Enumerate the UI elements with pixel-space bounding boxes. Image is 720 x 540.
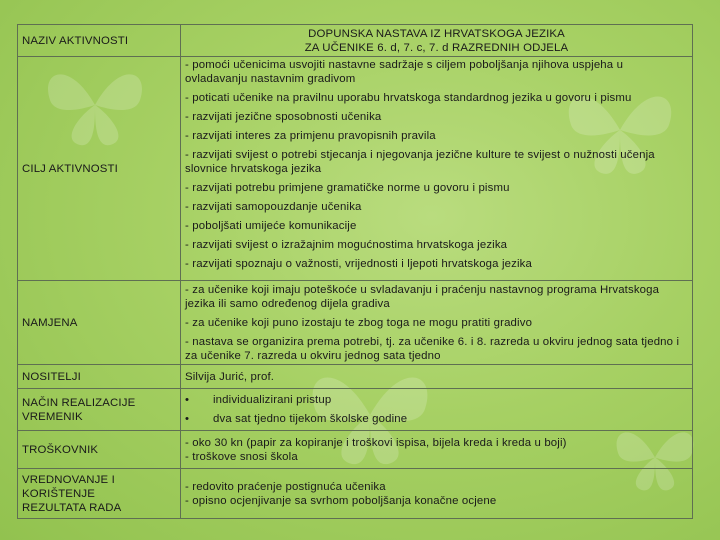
title-line: ZA UČENIKE 6. d, 7. c, 7. d RAZREDNIH ODJELA <box>304 41 569 54</box>
row-label-cilj: CILJ AKTIVNOSTI <box>18 57 181 281</box>
list-item: - opisno ocjenjivanje sa svrhom poboljšanja konačne ocjene <box>185 494 497 507</box>
table-row <box>18 281 693 365</box>
list-item: - poboljšati umijeće komunikacije <box>185 220 357 232</box>
row-label-naziv: NAZIV AKTIVNOSTI <box>18 25 181 57</box>
namjena-content <box>181 281 693 365</box>
row-label-nositelji: NOSITELJI <box>18 365 181 389</box>
table-row <box>18 25 693 57</box>
list-item: - troškove snosi škola <box>185 450 298 463</box>
label-line: VREDNOVANJE I <box>22 473 115 486</box>
activity-title <box>181 25 693 57</box>
bullet-icon: • <box>185 413 190 425</box>
list-item: - redovito praćenje postignuća učenika <box>185 480 386 493</box>
list-item: - razvijati samopouzdanje učenika <box>185 201 362 213</box>
troskovnik-content <box>181 431 693 469</box>
nositelji-value: Silvija Jurić, prof. <box>181 365 693 389</box>
nacin-content <box>181 389 693 431</box>
list-item: - oko 30 kn (papir za kopiranje i troškovi ispisa, bijela kreda i kreda u boji) <box>185 436 567 449</box>
activity-table <box>17 24 693 519</box>
table-row <box>18 431 693 469</box>
table-row <box>18 57 693 281</box>
label-line: REZULTATA RADA <box>22 501 122 514</box>
table-row <box>18 365 693 389</box>
vrednovanje-content <box>181 469 693 519</box>
bullet-icon: • <box>185 394 190 406</box>
list-item-text: dva sat tjedno tijekom školske godine <box>213 413 408 425</box>
row-label-nacin <box>18 389 181 431</box>
list-item-text: individualizirani pristup <box>213 394 332 406</box>
list-item: - razvijati interes za primjenu pravopisnih pravila <box>185 130 436 142</box>
list-item: - za učenike koji puno izostaju te zbog toga ne mogu pratiti gradivo <box>185 316 533 329</box>
cilj-content <box>181 57 693 281</box>
list-item: - nastava se organizira prema potrebi, tj. za učenike 6. i 8. razreda u okviru jednog sata tjedno i za učenike 7. razreda u okviru jednog sata tjedno <box>185 335 680 362</box>
list-item: - poticati učenike na pravilnu uporabu hrvatskoga standardnog jezika u govoru i pismu <box>185 92 632 104</box>
list-item <box>185 393 688 407</box>
table-row <box>18 389 693 431</box>
row-label-vrednovanje <box>18 469 181 519</box>
list-item: - razvijati svijest o izražajnim mogućnostima hrvatskoga jezika <box>185 239 508 251</box>
list-item: - pomoći učenicima usvojiti nastavne sadržaje s ciljem poboljšanja njihova uspjeha u ovladavanju nastavnim gradivom <box>185 59 624 85</box>
row-label-troskovnik: TROŠKOVNIK <box>18 431 181 469</box>
label-line: VREMENIK <box>22 410 83 423</box>
title-line: DOPUNSKA NASTAVA IZ HRVATSKOGA JEZIKA <box>308 27 565 40</box>
table-row <box>18 469 693 519</box>
list-item: - razvijati jezične sposobnosti učenika <box>185 111 382 123</box>
list-item <box>185 412 688 426</box>
label-line: NAČIN REALIZACIJE <box>22 396 136 409</box>
row-label-namjena: NAMJENA <box>18 281 181 365</box>
list-item: - razvijati spoznaju o važnosti, vrijednosti i ljepoti hrvatskoga jezika <box>185 258 532 270</box>
list-item: - razvijati svijest o potrebi stjecanja i njegovanja jezične kulture te svijest o nužnosti učenja slovnice hrvatskoga jezika <box>185 149 655 175</box>
list-item: - razvijati potrebu primjene gramatičke norme u govoru i pismu <box>185 182 510 194</box>
label-line: KORIŠTENJE <box>22 487 96 500</box>
list-item: - za učenike koji imaju poteškoće u svladavanju i praćenju nastavnog programa Hrvatskoga jezika ili samo određenog dijela gradiva <box>185 283 660 310</box>
